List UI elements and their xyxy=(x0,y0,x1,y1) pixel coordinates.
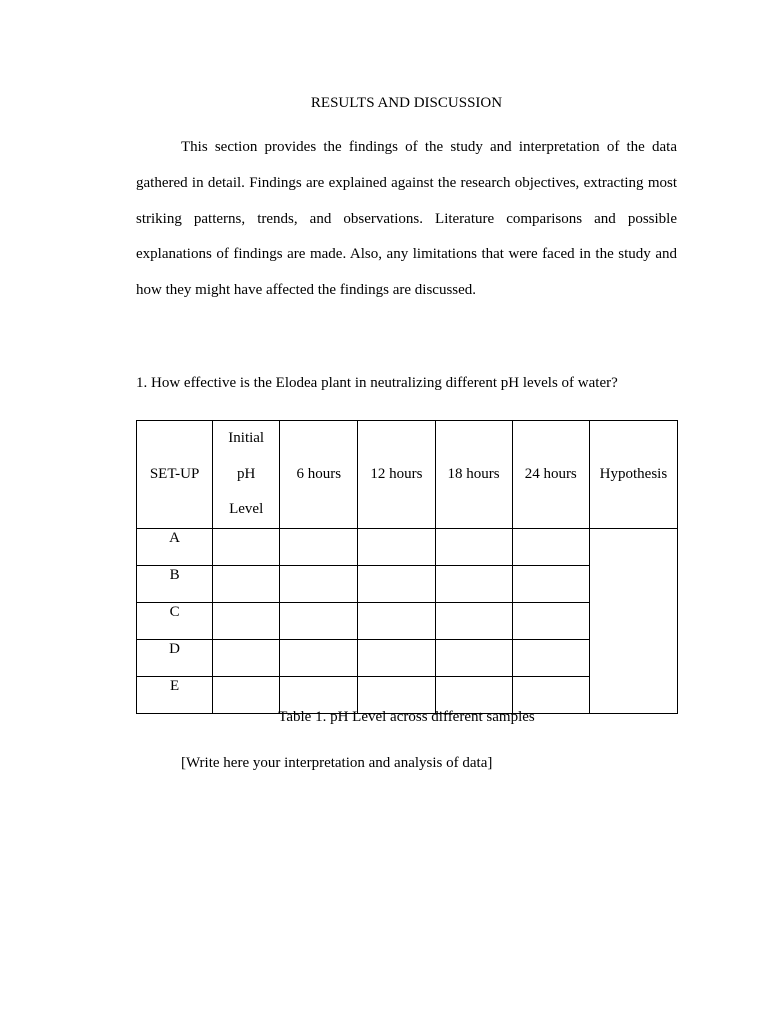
research-question: 1. How effective is the Elodea plant in neutralizing different pH levels of water? xyxy=(136,375,618,391)
cell-initial-ph xyxy=(213,639,280,676)
cell-initial-ph xyxy=(213,565,280,602)
row-label-c: C xyxy=(137,602,213,639)
cell-18-hours xyxy=(435,528,512,565)
header-initial-line2: pH xyxy=(237,465,256,482)
header-24-hours: 24 hours xyxy=(512,421,589,529)
cell-12-hours xyxy=(358,602,435,639)
interpretation-placeholder: [Write here your interpretation and analysis of data] xyxy=(181,755,493,771)
cell-24-hours xyxy=(512,602,589,639)
row-label-d: D xyxy=(137,639,213,676)
table-row xyxy=(137,528,678,565)
row-label-b: B xyxy=(137,565,213,602)
table-caption: Table 1. pH Level across different samples xyxy=(278,709,535,725)
cell-6-hours xyxy=(280,565,358,602)
ph-level-table xyxy=(136,420,678,714)
header-initial-ph xyxy=(213,421,280,529)
cell-6-hours xyxy=(280,602,358,639)
cell-initial-ph xyxy=(213,602,280,639)
cell-18-hours xyxy=(435,602,512,639)
cell-12-hours xyxy=(358,639,435,676)
header-6-hours: 6 hours xyxy=(280,421,358,529)
header-12-hours: 12 hours xyxy=(358,421,435,529)
header-hypothesis: Hypothesis xyxy=(589,421,677,529)
header-18-hours: 18 hours xyxy=(435,421,512,529)
cell-12-hours xyxy=(358,565,435,602)
cell-12-hours xyxy=(358,528,435,565)
cell-18-hours xyxy=(435,565,512,602)
cell-24-hours xyxy=(512,565,589,602)
section-heading: RESULTS AND DISCUSSION xyxy=(310,95,503,111)
row-label-a: A xyxy=(137,528,213,565)
table-header-row xyxy=(137,421,678,529)
header-initial-line1: Initial xyxy=(228,430,265,446)
header-setup: SET-UP xyxy=(137,421,213,529)
intro-paragraph: This section provides the findings of the study and interpretation of the data gathered in detail. Findings are explained against the research objectives, extracting most striking patterns, trends, and observations. Literature comparisons and possible explanations of findings are made. Also, any limitations that were faced in the study and how they might have affected the findings are discussed. xyxy=(136,139,677,299)
cell-6-hours xyxy=(280,639,358,676)
cell-24-hours xyxy=(512,528,589,565)
cell-24-hours xyxy=(512,639,589,676)
cell-initial-ph xyxy=(213,528,280,565)
row-label-e: E xyxy=(137,676,213,713)
cell-6-hours xyxy=(280,528,358,565)
header-initial-line3: Level xyxy=(229,501,264,517)
cell-hypothesis xyxy=(589,528,677,713)
cell-18-hours xyxy=(435,639,512,676)
